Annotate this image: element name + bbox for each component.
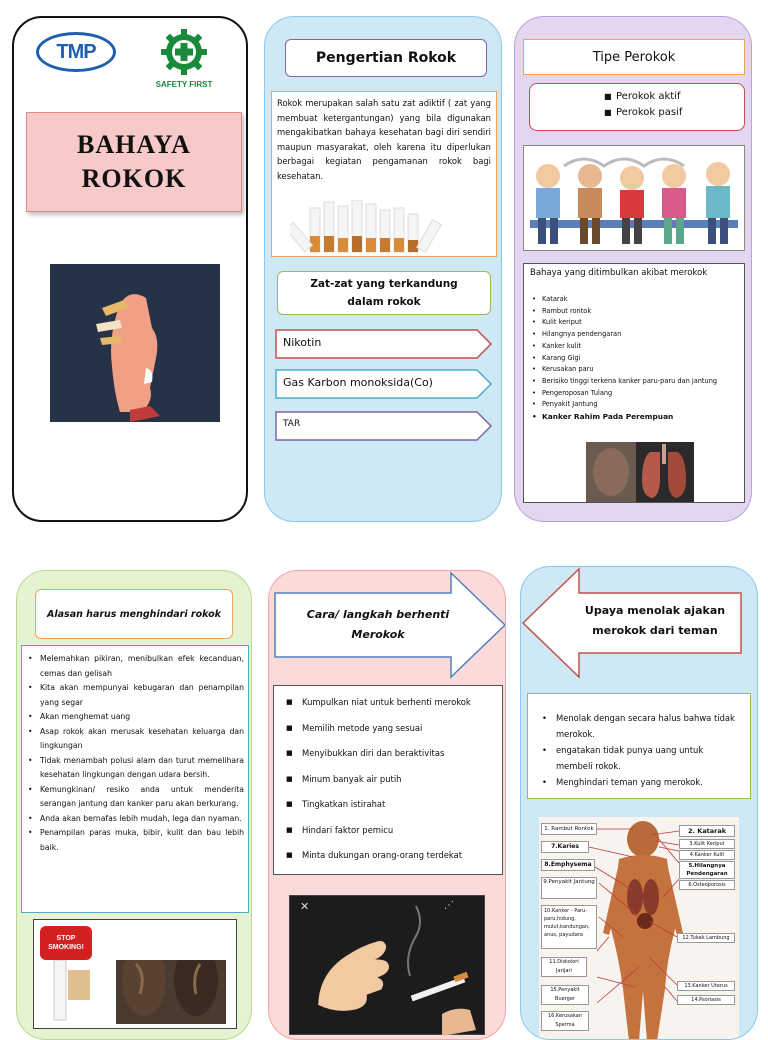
refuse-heading: Upaya menolak ajakan merokok dari teman — [584, 604, 726, 637]
danger-item: • Rambut rontok — [532, 306, 592, 315]
hand-and-lungs-illustration — [40, 960, 230, 1026]
dangers-list — [530, 294, 738, 423]
reason-label: Tidak menambah polusi alam dan turut memelihara kesehatan lingkungan dengan udara bersih. — [40, 755, 244, 779]
danger-label: Hilangnya pendengaran — [542, 330, 622, 339]
danger-label: Rambut rontok — [542, 306, 592, 315]
refuse-list-box — [527, 693, 751, 799]
passive-smoking-illustration — [523, 145, 745, 251]
quit-step-label: Minum banyak air putih — [302, 773, 402, 784]
quit-steps-heading: Cara/ langkah berhenti Merokok — [306, 608, 450, 641]
danger-label: Pengeroposan Tulang — [542, 388, 613, 397]
smoker-types-panel — [514, 16, 752, 522]
gear-cross-icon — [154, 28, 214, 76]
danger-label: Penyakit Jantung — [542, 400, 598, 409]
anatomy-label-left: 8.Emphysema — [541, 859, 595, 871]
dangers-box — [523, 263, 745, 503]
danger-label: Katarak — [542, 295, 568, 303]
reasons-list-box — [21, 645, 249, 913]
danger-label: Berisiko tinggi terkena kanker paru-paru dan jantung — [542, 376, 718, 385]
danger-label: Kerusakan paru — [542, 365, 594, 374]
dangers-heading: Bahaya yang ditimbulkan akibat merokok — [530, 268, 708, 278]
quit-steps-list — [286, 690, 498, 869]
quit-step-item: ■ Memilih metode yang sesuai — [286, 722, 423, 733]
danger-item: • Hilangnya pendengaran — [532, 330, 622, 339]
anatomy-label-right: 5.Hilangnya Pendengaran — [679, 861, 735, 879]
reason-label: Asap rokok akan merusak kesehatan keluarga dan lingkungan — [40, 726, 244, 750]
reasons-heading: Alasan harus menghindari rokok — [47, 608, 221, 620]
reason-item: • Melemahkan pikiran, menibulkan efek kecanduan, cemas dan gelisah — [28, 654, 244, 678]
substance-item-carbon-monoxide — [275, 369, 493, 399]
substances-heading-box — [277, 271, 491, 315]
cover-panel — [12, 16, 248, 522]
anatomy-infographic — [539, 817, 739, 1040]
danger-item: • Kanker kulit — [532, 341, 581, 350]
reason-label: Anda akan bernafas lebih mudah, lega dan nyaman. — [40, 813, 242, 823]
quit-step-label: Memilih metode yang sesuai — [302, 722, 423, 733]
smoker-types-heading: Tipe Perokok — [592, 49, 676, 65]
reason-label: Akan menghemat uang — [40, 712, 131, 721]
reason-label: Melemahkan pikiran, menibulkan efek kecanduan, cemas dan gelisah — [40, 654, 244, 678]
damaged-lungs-image — [586, 442, 694, 502]
danger-item: • Pengeroposan Tulang — [532, 388, 613, 397]
reasons-list — [26, 652, 244, 855]
refuse-heading-arrow — [521, 567, 743, 679]
substance-item-label: Gas Karbon monoksida(Co) — [283, 376, 433, 389]
quit-step-label: Minta dukungan orang-orang terdekat — [302, 850, 462, 860]
quit-steps-panel — [268, 570, 506, 1040]
reason-item: • Anda akan bernafas lebih mudah, lega dan nyaman. — [28, 813, 242, 823]
anatomy-label-left: 1. Rambut Rontok — [541, 823, 597, 835]
quit-step-label: Hindari faktor pemicu — [302, 824, 394, 835]
quit-step-item: ■ Hindari faktor pemicu — [286, 824, 394, 835]
refuse-item: • Menghindari teman yang merokok. — [542, 777, 703, 787]
danger-label: Kulit keriput — [542, 318, 582, 327]
safety-first-label: SAFETY FIRST — [155, 80, 213, 89]
reason-item: • Kemungkinan/ resiko anda untuk menderita serangan jantung dan kanker paru akan berkurang. — [28, 784, 244, 808]
quit-step-item: ■ Tingkatkan istirahat — [286, 799, 386, 809]
substances-heading: Zat-zat yang terkandung dalam rokok — [310, 278, 458, 308]
quit-steps-list-box — [273, 685, 503, 875]
cover-title-box — [26, 112, 242, 212]
hand-refusing-cigarette-illustration — [290, 896, 486, 1036]
stop-smoking-sign — [40, 926, 92, 960]
smoker-types-list-box — [529, 83, 745, 131]
anatomy-label-right: 14.Psoriasis — [677, 995, 735, 1005]
anatomy-label-right: 3.Kulit Keriput — [679, 839, 735, 849]
quit-step-item: ■ Minum banyak air putih — [286, 773, 402, 784]
danger-label: Kanker Rahim Pada Perempuan — [542, 412, 674, 422]
definition-text-box — [271, 91, 497, 257]
danger-item: • Katarak — [532, 295, 568, 303]
reason-item: • Asap rokok akan merusak kesehatan keluarga dan lingkungan — [28, 726, 244, 750]
anatomy-label-right: 2. Katarak — [679, 825, 735, 837]
definition-heading: Pengertian Rokok — [315, 50, 457, 66]
danger-label: Karang Gigi — [542, 353, 581, 362]
reason-item: • Akan menghemat uang — [28, 712, 131, 721]
reason-label: Penampilan paras muka, bibir, kulit dan bau lebih baik. — [40, 828, 244, 852]
refuse-label: engatakan tidak punya uang untuk membeli rokok. — [556, 745, 704, 771]
smoker-type-label: Perokok pasif — [616, 107, 683, 118]
quit-step-item: ■ Kumpulkan niat untuk berhenti merokok — [286, 697, 471, 707]
refuse-cigarette-image-box — [289, 895, 485, 1035]
tmp-logo — [36, 32, 116, 72]
cigarettes-illustration — [290, 200, 446, 256]
anatomy-label-left: 9.Penyakit Jantung — [541, 877, 597, 899]
reasons-heading-box — [35, 589, 233, 639]
definition-panel — [264, 16, 502, 522]
smoker-type-label: Perokok aktif — [616, 91, 681, 102]
close-icon: ✕ — [300, 900, 310, 913]
danger-item: • Penyakit Jantung — [532, 400, 598, 409]
danger-item: • Kerusakan paru — [532, 365, 594, 374]
anatomy-label-right: 4.Kanker Kulit — [679, 850, 735, 860]
refuse-item: • engatakan tidak punya uang untuk membeli rokok. — [542, 745, 704, 771]
substance-item-label: TAR — [283, 419, 301, 429]
anatomy-label-right: 12.Tukak Lambung — [677, 933, 735, 943]
quit-step-label: Kumpulkan niat untuk berhenti merokok — [302, 697, 471, 707]
danger-label: Kanker kulit — [542, 341, 581, 350]
smoker-type-item: ■ Perokok pasif — [604, 107, 683, 118]
refuse-label: Menghindari teman yang merokok. — [556, 777, 703, 787]
refuse-label: Menolak dengan secara halus bahwa tidak merokok. — [556, 713, 735, 739]
quit-step-label: Tingkatkan istirahat — [302, 799, 386, 809]
cover-title-line1: BAHAYA — [77, 130, 191, 159]
anatomy-label-right: 13.Kanker Uterus — [677, 981, 735, 991]
substance-item-label: Nikotin — [283, 336, 322, 349]
anatomy-label-left: 11.Diskolori Jarijari — [541, 957, 587, 977]
substance-item-nicotine — [275, 329, 493, 359]
danger-item: • Kanker Rahim Pada Perempuan — [532, 412, 674, 422]
cover-title-line2: ROKOK — [81, 164, 187, 193]
cover-image-hand-crushing-cigarettes — [50, 264, 220, 422]
share-icon: ⋰ — [444, 900, 454, 911]
reason-label: Kita akan mempunyai kebugaran dan penampilan yang segar — [40, 683, 244, 707]
smoker-types-heading-box — [523, 39, 745, 75]
safety-first-logo — [154, 28, 214, 90]
quit-step-item: ■ Minta dukungan orang-orang terdekat — [286, 850, 462, 860]
smoker-types-list — [604, 89, 744, 121]
reasons-panel — [16, 570, 252, 1040]
reason-item: • Penampilan paras muka, bibir, kulit dan bau lebih baik. — [28, 828, 244, 852]
quit-step-label: Menyibukkan diri dan beraktivitas — [302, 748, 445, 758]
stop-smoking-image-box — [33, 919, 237, 1029]
tmp-logo-text: TMP — [56, 40, 96, 63]
definition-heading-box — [285, 39, 487, 77]
reason-item: • Tidak menambah polusi alam dan turut memelihara kesehatan lingkungan dengan udara bersih. — [28, 755, 244, 779]
anatomy-label-left: 15.Penyakit Buerger — [541, 985, 589, 1005]
anatomy-label-left: 7.Karies — [541, 841, 589, 853]
refuse-list — [536, 710, 742, 790]
quit-steps-heading-arrow — [273, 571, 506, 679]
refuse-panel — [520, 566, 758, 1040]
reason-label: Kemungkinan/ resiko anda untuk menderita serangan jantung dan kanker paru akan berkurang. — [40, 784, 244, 808]
danger-item: • Karang Gigi — [532, 353, 581, 362]
anatomy-label-left: 10.Kanker - Paru-paru,hidung, mulut,kandungan, anus, payudara — [541, 905, 597, 949]
quit-step-item: ■ Menyibukkan diri dan beraktivitas — [286, 748, 445, 758]
refuse-item: • Menolak dengan secara halus bahwa tidak merokok. — [542, 713, 735, 739]
smoker-type-item: ■ Perokok aktif — [604, 91, 681, 102]
danger-item: • Kulit keriput — [532, 318, 582, 327]
stop-smoking-text: STOP SMOKING! — [48, 935, 84, 951]
anatomy-label-left: 16.Kerusakan Sperma — [541, 1011, 589, 1031]
substance-item-tar — [275, 411, 493, 441]
reason-item: • Kita akan mempunyai kebugaran dan penampilan yang segar — [28, 683, 244, 707]
anatomy-label-right: 6.Osteoporosis — [679, 880, 735, 890]
definition-text: Rokok merupakan salah satu zat adiktif ( zat yang membuat ketergantungan) yang bila digunakan mengakibatkan bahaya kesehatan bagi diri sendiri maupun masyarakat, oleh karena itu diperlukan berbagai kegiatan pengamanan rokok bagi kesehatan. — [277, 98, 491, 181]
danger-item: • Berisiko tinggi terkena kanker paru-paru dan jantung — [532, 376, 718, 385]
